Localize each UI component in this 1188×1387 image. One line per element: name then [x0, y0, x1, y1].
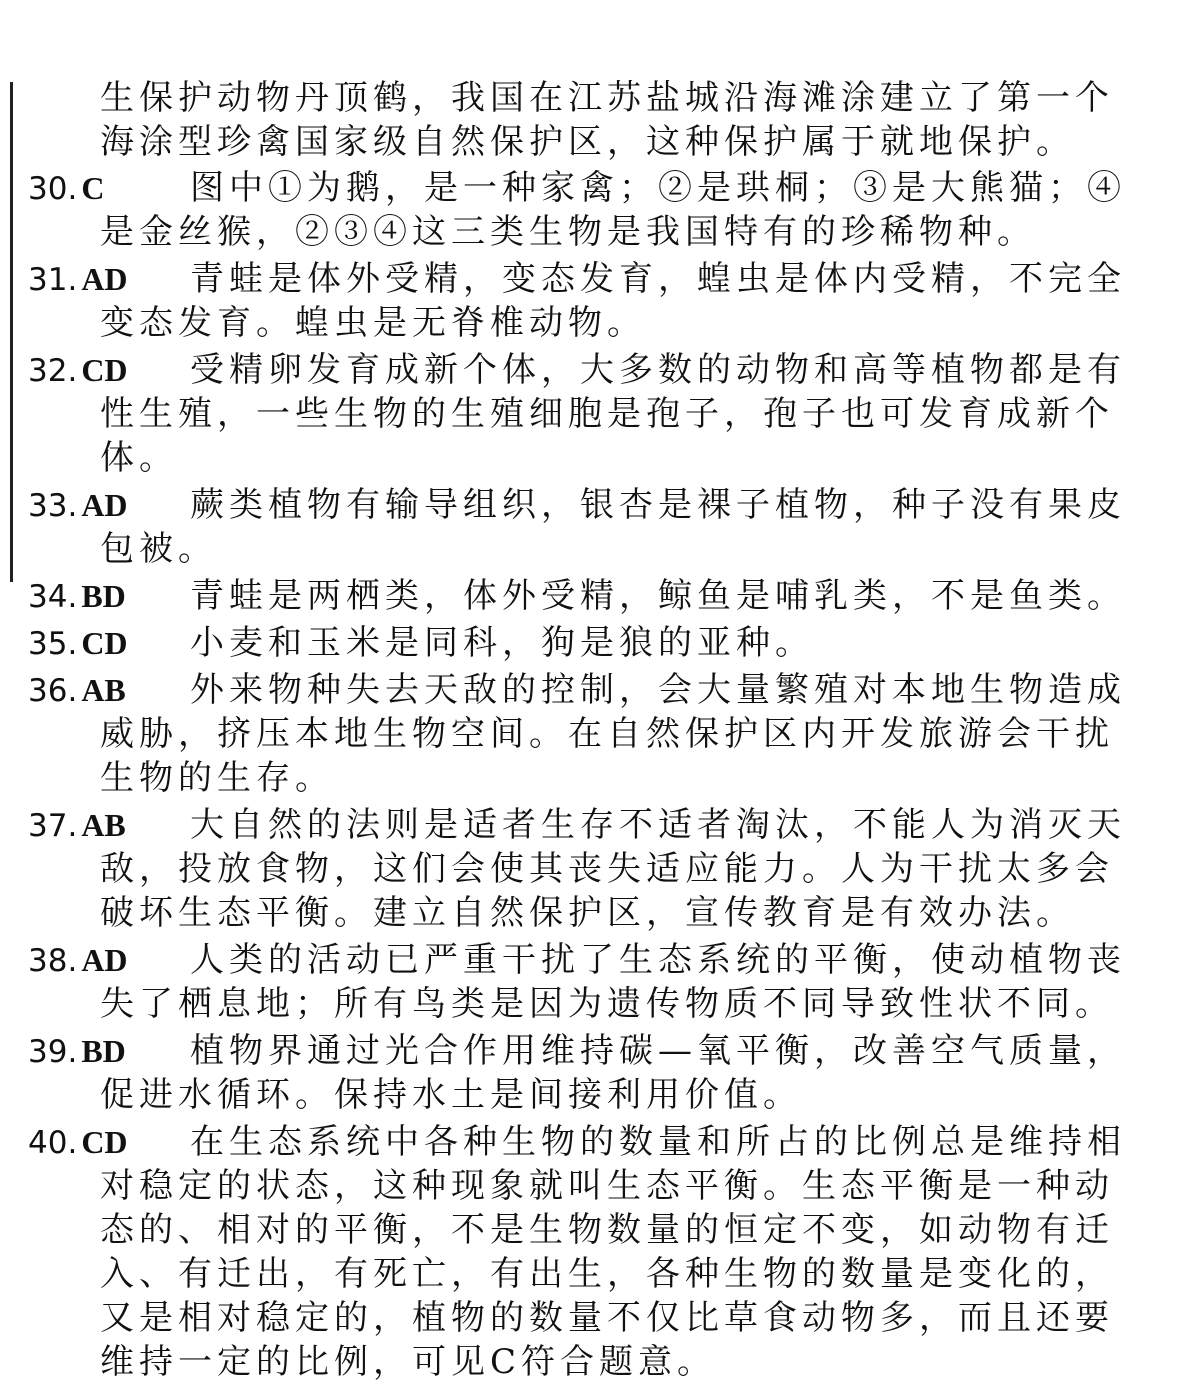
explanation-text: 受精卵发育成新个体，大多数的动物和高等植物都是有性生殖，一些生物的生殖细胞是孢子，孢子也可发育成新个体。 — [100, 350, 1126, 478]
item-number: 38. — [28, 943, 78, 979]
answer-item-40 — [28, 1120, 1152, 1384]
explanation-text: 青蛙是两栖类，体外受精，鲸鱼是哺乳类，不是鱼类。 — [190, 576, 1126, 616]
answer-key: AD — [81, 261, 128, 297]
answer-head — [28, 668, 126, 713]
answer-head — [28, 574, 126, 619]
answer-head — [28, 1120, 128, 1165]
answer-item-32 — [28, 348, 1152, 480]
answer-head — [28, 1029, 126, 1074]
answer-key: BD — [81, 578, 126, 614]
item-number: 30. — [28, 171, 78, 207]
answer-head — [28, 257, 128, 302]
explanation-text: 植物界通过光合作用维持碳—氧平衡，改善空气质量，促进水循环。保持水土是间接利用价值。 — [100, 1031, 1126, 1115]
answer-item-36 — [28, 668, 1152, 800]
answer-content — [28, 76, 1152, 1387]
margin-rule — [10, 82, 13, 582]
item-number: 33. — [28, 488, 78, 524]
explanation-text: 青蛙是体外受精，变态发育，蝗虫是体内受精，不完全变态发育。蝗虫是无脊椎动物。 — [100, 259, 1126, 343]
answer-key: AD — [81, 942, 128, 978]
answer-key: CD — [81, 625, 128, 661]
answer-head — [28, 803, 126, 848]
item-number: 32. — [28, 353, 78, 389]
answer-item-34 — [28, 574, 1152, 618]
item-number: 37. — [28, 808, 78, 844]
item-number: 36. — [28, 673, 78, 709]
answer-item-33 — [28, 483, 1152, 571]
answer-head — [28, 348, 128, 393]
item-number: 40. — [28, 1125, 78, 1161]
answer-head — [28, 621, 128, 666]
explanation-text: 图中①为鹅，是一种家禽；②是珙桐；③是大熊猫；④是金丝猴，②③④这三类生物是我国特有的珍稀物种。 — [100, 168, 1126, 252]
answer-item-31 — [28, 257, 1152, 345]
answer-key: CD — [81, 1124, 128, 1160]
explanation-text: 蕨类植物有输导组织，银杏是裸子植物，种子没有果皮包被。 — [100, 485, 1126, 569]
explanation-text: 大自然的法则是适者生存不适者淘汰，不能人为消灭天敌，投放食物，这们会使其丧失适应能力。人为干扰太多会破坏生态平衡。建立自然保护区，宣传教育是有效办法。 — [100, 805, 1126, 933]
answer-key: AD — [81, 487, 128, 523]
explanation-text: 外来物种失去天敌的控制，会大量繁殖对本地生物造成威胁，挤压本地生物空间。在自然保护区内开发旅游会干扰生物的生存。 — [100, 670, 1126, 798]
answer-head — [28, 483, 128, 528]
answer-key: BD — [81, 1033, 126, 1069]
answer-item-37 — [28, 803, 1152, 935]
answer-head — [28, 166, 104, 211]
explanation-text: 人类的活动已严重干扰了生态系统的平衡，使动植物丧失了栖息地；所有鸟类是因为遗传物质不同导致性状不同。 — [100, 940, 1126, 1024]
answer-key: CD — [81, 352, 128, 388]
answer-item-39 — [28, 1029, 1152, 1117]
explanation-text: 在生态系统中各种生物的数量和所占的比例总是维持相对稳定的状态，这种现象就叫生态平衡。生态平衡是一种动态的、相对的平衡，不是生物数量的恒定不变，如动物有迁入、有迁出，有死亡，有出生，各种生物的数量是变化的，又是相对稳定的，植物的数量不仅比草食动物多，而且还要维持一定的比例，可见C符合题意。 — [100, 1122, 1126, 1382]
answer-head — [28, 938, 128, 983]
item-number: 39. — [28, 1034, 78, 1070]
answer-item-38 — [28, 938, 1152, 1026]
item-number: 34. — [28, 579, 78, 615]
answer-key: C — [81, 170, 105, 206]
answer-item-35 — [28, 621, 1152, 665]
item-number: 35. — [28, 626, 78, 662]
item-number: 31. — [28, 262, 78, 298]
explanation-text: 小麦和玉米是同科，狗是狼的亚种。 — [190, 623, 814, 663]
answer-key: AB — [81, 672, 126, 708]
answer-item-30 — [28, 166, 1152, 254]
intro-paragraph: 生保护动物丹顶鹤，我国在江苏盐城沿海滩涂建立了第一个海涂型珍禽国家级自然保护区，这种保护属于就地保护。 — [100, 78, 1114, 162]
answer-key: AB — [81, 807, 126, 843]
